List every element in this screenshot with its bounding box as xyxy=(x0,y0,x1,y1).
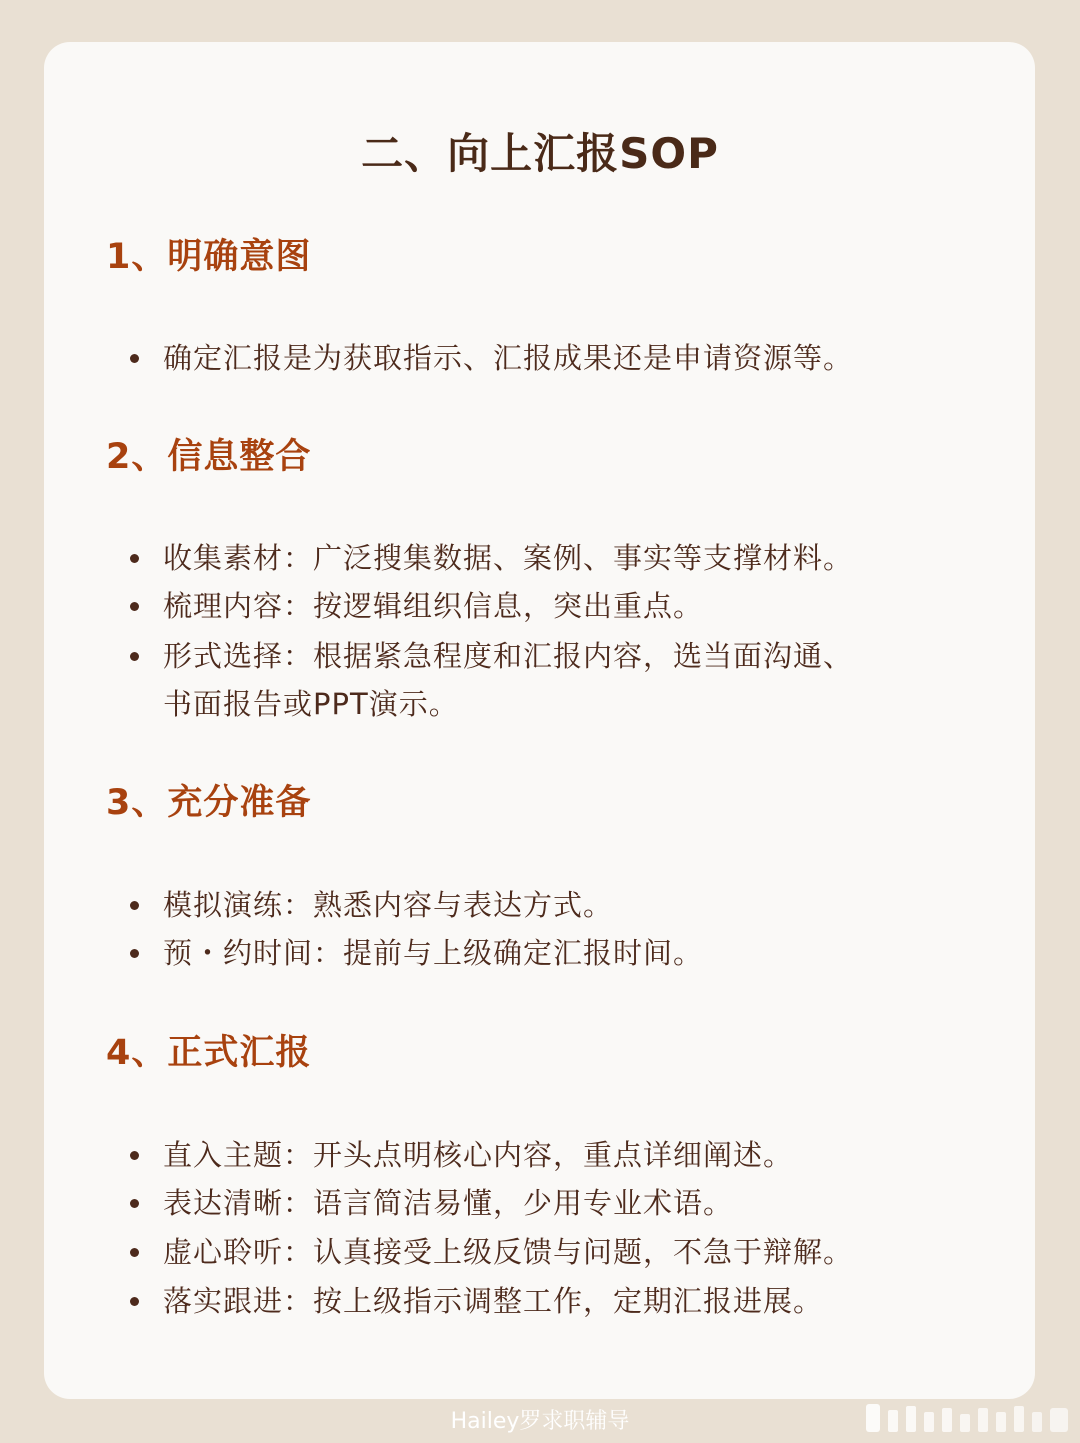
list-item: 虚心聆听：认真接受上级反馈与问题，不急于辩解。 xyxy=(130,1228,930,1276)
list-item: 预・约时间：提前与上级确定汇报时间。 xyxy=(130,929,930,977)
section-heading-1: 1、明确意图 xyxy=(106,237,312,277)
bullet-icon xyxy=(130,949,139,958)
watermark-logo-icon xyxy=(866,1402,1076,1436)
section-heading-4: 4、正式汇报 xyxy=(106,1033,312,1073)
section-heading-3: 3、充分准备 xyxy=(106,783,312,823)
list-item: 形式选择：根据紧急程度和汇报内容，选当面沟通、 书面报告或PPT演示。 xyxy=(130,632,930,728)
list-item: 收集素材：广泛搜集数据、案例、事实等支撑材料。 xyxy=(130,534,930,582)
bullet-icon xyxy=(130,554,139,563)
list-item: 直入主题：开头点明核心内容，重点详细阐述。 xyxy=(130,1131,930,1179)
bullet-icon xyxy=(130,1297,139,1306)
list-item: 表达清晰：语言简洁易懂，少用专业术语。 xyxy=(130,1179,930,1227)
bullet-icon xyxy=(130,1199,139,1208)
bullet-icon xyxy=(130,1151,139,1160)
bullet-icon xyxy=(130,602,139,611)
author-watermark: Hailey罗求职辅导 xyxy=(450,1409,630,1434)
list-item: 模拟演练：熟悉内容与表达方式。 xyxy=(130,881,930,929)
section-heading-2: 2、信息整合 xyxy=(106,437,312,477)
list-item: 确定汇报是为获取指示、汇报成果还是申请资源等。 xyxy=(130,334,930,382)
list-item: 梳理内容：按逻辑组织信息，突出重点。 xyxy=(130,582,930,630)
bullet-icon xyxy=(130,652,139,661)
bullet-icon xyxy=(130,354,139,363)
list-item: 落实跟进：按上级指示调整工作，定期汇报进展。 xyxy=(130,1277,930,1325)
bullet-icon xyxy=(130,901,139,910)
page-title: 二、向上汇报SOP xyxy=(361,129,719,178)
bullet-icon xyxy=(130,1248,139,1257)
